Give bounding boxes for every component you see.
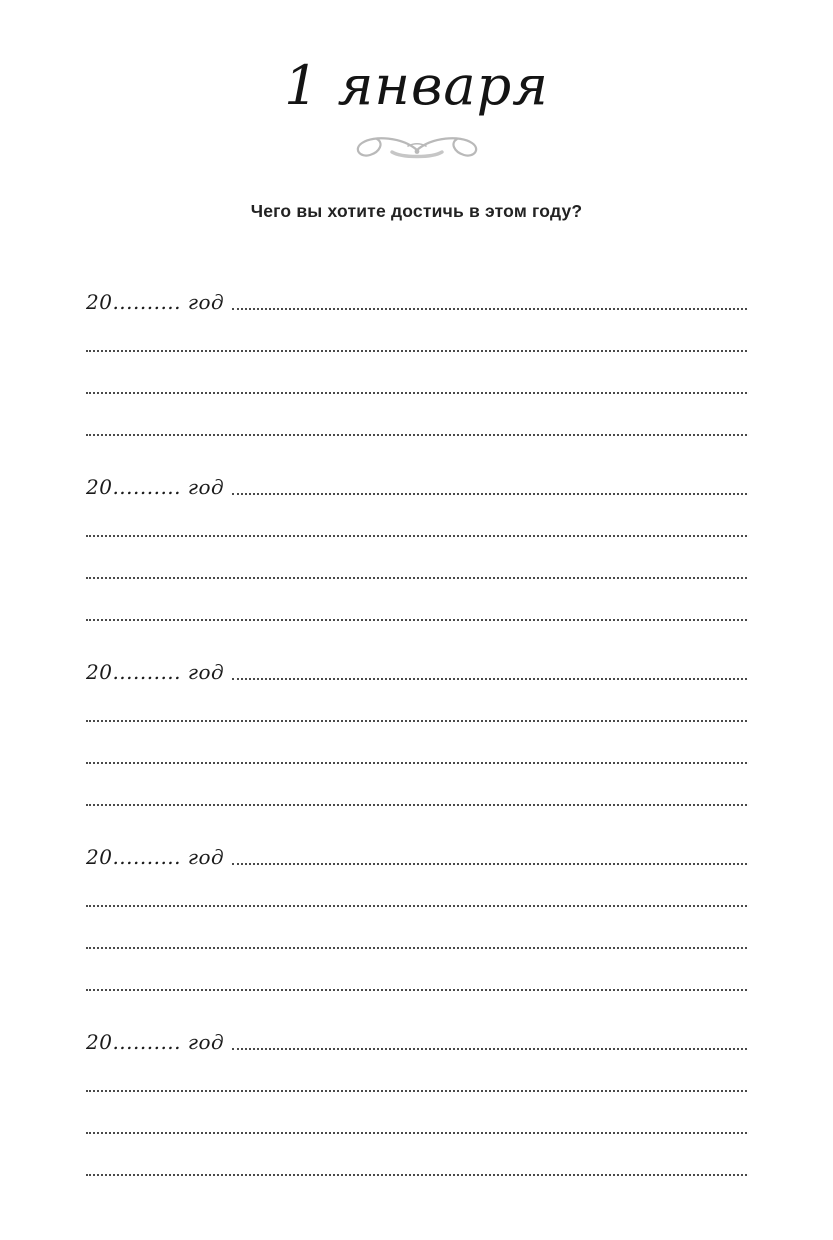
year-line[interactable] bbox=[86, 459, 747, 501]
write-rule[interactable] bbox=[232, 308, 747, 310]
year-label: 20.......... год bbox=[86, 1029, 225, 1054]
year-line[interactable] bbox=[86, 1014, 747, 1056]
blank-line[interactable] bbox=[86, 686, 747, 728]
write-rule[interactable] bbox=[86, 947, 747, 949]
blank-line[interactable] bbox=[86, 585, 747, 627]
blank-line[interactable] bbox=[86, 1056, 747, 1098]
write-rule[interactable] bbox=[86, 905, 747, 907]
blank-line[interactable] bbox=[86, 871, 747, 913]
blank-line[interactable] bbox=[86, 913, 747, 955]
blank-line[interactable] bbox=[86, 316, 747, 358]
blank-line[interactable] bbox=[86, 543, 747, 585]
page-header bbox=[0, 0, 833, 222]
year-label: 20.......... год bbox=[86, 289, 225, 314]
write-rule[interactable] bbox=[86, 720, 747, 722]
blank-line[interactable] bbox=[86, 1140, 747, 1182]
entry-block bbox=[86, 1014, 747, 1182]
write-rule[interactable] bbox=[86, 577, 747, 579]
write-rule[interactable] bbox=[86, 535, 747, 537]
year-label: 20.......... год bbox=[86, 659, 225, 684]
year-line[interactable] bbox=[86, 274, 747, 316]
flourish-ornament bbox=[322, 125, 512, 165]
write-rule[interactable] bbox=[232, 678, 747, 680]
write-rule[interactable] bbox=[232, 1048, 747, 1050]
writing-area bbox=[86, 274, 747, 1182]
year-line[interactable] bbox=[86, 644, 747, 686]
entry-block bbox=[86, 459, 747, 627]
page-prompt: Чего вы хотите достичь в этом году? bbox=[250, 200, 583, 221]
blank-line[interactable] bbox=[86, 955, 747, 997]
write-rule[interactable] bbox=[86, 1132, 747, 1134]
blank-line[interactable] bbox=[86, 400, 747, 442]
year-label: 20.......... год bbox=[86, 474, 225, 499]
write-rule[interactable] bbox=[86, 392, 747, 394]
entry-block bbox=[86, 274, 747, 442]
write-rule[interactable] bbox=[86, 1174, 747, 1176]
year-label: 20.......... год bbox=[86, 844, 225, 869]
write-rule[interactable] bbox=[86, 1090, 747, 1092]
page-title: 1 января bbox=[284, 54, 549, 117]
write-rule[interactable] bbox=[86, 619, 747, 621]
write-rule[interactable] bbox=[232, 863, 747, 865]
blank-line[interactable] bbox=[86, 501, 747, 543]
blank-line[interactable] bbox=[86, 770, 747, 812]
blank-line[interactable] bbox=[86, 358, 747, 400]
write-rule[interactable] bbox=[86, 434, 747, 436]
blank-line[interactable] bbox=[86, 1098, 747, 1140]
write-rule[interactable] bbox=[86, 762, 747, 764]
year-line[interactable] bbox=[86, 829, 747, 871]
blank-line[interactable] bbox=[86, 728, 747, 770]
write-rule[interactable] bbox=[86, 989, 747, 991]
write-rule[interactable] bbox=[232, 493, 747, 495]
write-rule[interactable] bbox=[86, 350, 747, 352]
entry-block bbox=[86, 829, 747, 997]
write-rule[interactable] bbox=[86, 804, 747, 806]
entry-block bbox=[86, 644, 747, 812]
